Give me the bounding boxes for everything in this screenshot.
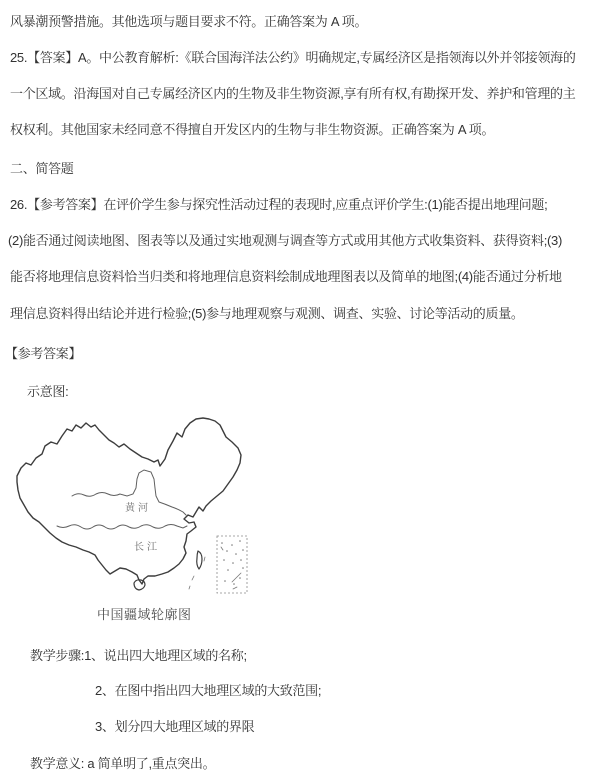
text-line: 权权利。其他国家未经同意不得擅自开发区内的生物与非生物资源。正确答案为 A 项。 [10, 122, 495, 137]
taiwan-island [197, 551, 202, 569]
teaching-step-line: 3、划分四大地理区域的界限 [95, 719, 255, 734]
china-map-svg [15, 416, 250, 599]
schematic-label: 示意图: [27, 384, 69, 399]
map-caption: 中国疆域轮廓图 [97, 607, 192, 622]
section-heading: 二、简答题 [10, 161, 74, 176]
reference-answer-heading: 【参考答案】 [5, 346, 82, 361]
south-china-sea-inset [217, 536, 247, 593]
yangtze-river-label: 长江 [134, 542, 160, 553]
teaching-step-line: 教学步骤:1、说出四大地理区域的名称; [30, 648, 247, 663]
text-line: (2)能否通过阅读地图、图表等以及通过实地观测与调查等方式或用其他方式收集资料、获得资料;(3) [8, 233, 562, 248]
teaching-step-line: 2、在图中指出四大地理区域的大致范围; [95, 683, 322, 698]
text-line: 风暴潮预警措施。其他选项与题目要求不符。正确答案为 A 项。 [10, 14, 368, 29]
yangtze-river-line [57, 525, 187, 530]
text-line: 26.【参考答案】在评价学生参与探究性活动过程的表现时,应重点评价学生:(1)能否提出地理问题; [10, 197, 548, 212]
teaching-meaning-line: 教学意义: a 简单明了,重点突出。 [30, 756, 216, 771]
text-line: 一个区域。沿海国对自己专属经济区内的生物及非生物资源,享有所有权,有勘探开发、养护和管理的主 [10, 86, 576, 101]
text-line: 25.【答案】A。中公教育解析:《联合国海洋法公约》明确规定,专属经济区是指领海以外并邻接领海的 [10, 50, 576, 65]
china-outline-map [15, 416, 250, 599]
text-line: 理信息资料得出结论并进行检验;(5)参与地理观察与观测、调查、实验、讨论等活动的质量。 [10, 306, 524, 321]
china-mainland-outline [17, 418, 241, 584]
yellow-river-label: 黄河 [125, 503, 151, 514]
text-line: 能否将地理信息资料恰当归类和将地理信息资料绘制成地理图表以及简单的地图;(4)能否通过分析地 [10, 269, 562, 284]
